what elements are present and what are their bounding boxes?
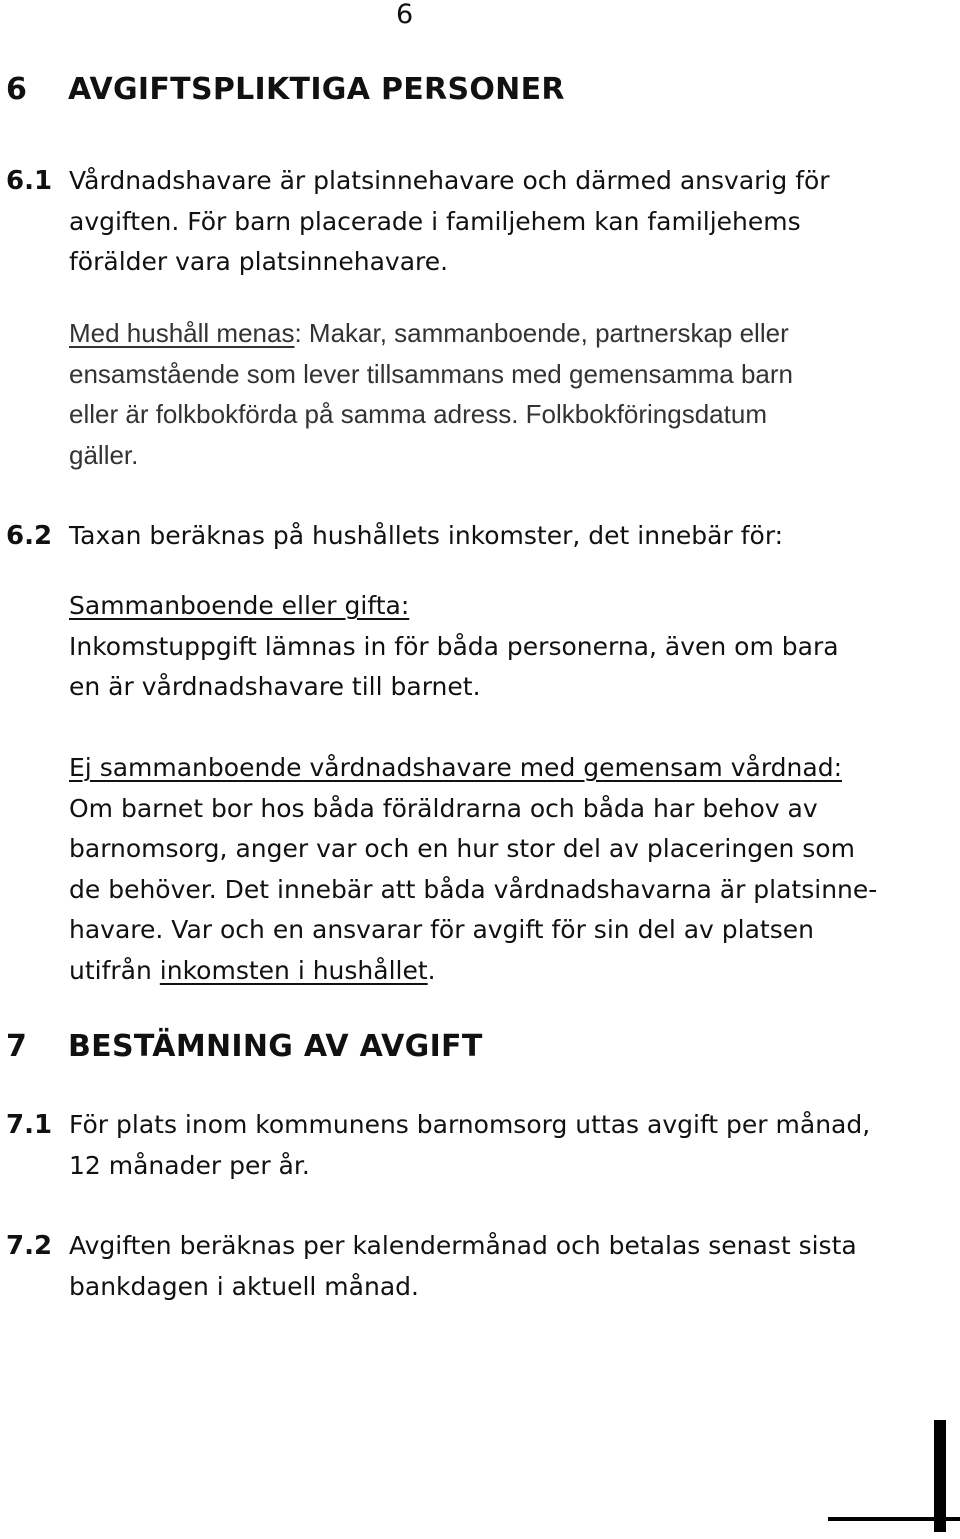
section-7-heading bbox=[6, 1029, 483, 1065]
hushall-text: : Makar, sammanboende, partnerskap eller ensamstående som lever tillsammans med gemensamma barn eller är folkbokförda på samma adress. Folkbokföringsdatum gäller. bbox=[69, 318, 793, 470]
page-number: 6 bbox=[396, 0, 414, 30]
section-7-number: 7 bbox=[6, 1029, 28, 1064]
ej-sammanboende-text: Om barnet bor hos båda föräldrarna och båda har behov av barnomsorg, anger var och en hur stor del av placeringen som de behöver. Det innebär att båda vårdnadshavarna är platsinne- havare. Var och en ansvarar för avgift för sin del av platsen utifrån bbox=[69, 793, 878, 985]
section-7-2-body: Avgiften beräknas per kalendermånad och betalas senast sista bankdagen i aktuell månad bbox=[69, 1231, 857, 1301]
ej-sammanboende-label: Ej sammanboende vårdnadshavare med gemensam vårdnad: bbox=[69, 753, 843, 782]
ej-sammanboende-block bbox=[69, 748, 949, 991]
section-6-2-number: 6.2 bbox=[6, 521, 53, 551]
section-7-2-number: 7.2 bbox=[6, 1231, 53, 1261]
section-7-2-text bbox=[69, 1226, 949, 1307]
section-6-title: AVGIFTSPLIKTIGA PERSONER bbox=[68, 72, 565, 107]
ej-sammanboende-end: . bbox=[427, 955, 436, 985]
hushall-label: Med hushåll menas bbox=[69, 318, 295, 348]
hushall-definition bbox=[69, 313, 949, 475]
section-6-1-number: 6.1 bbox=[6, 166, 53, 196]
sammanboende-label: Sammanboende eller gifta: bbox=[69, 591, 410, 620]
corner-mark-horizontal bbox=[828, 1517, 960, 1521]
section-7-title: BESTÄMNING AV AVGIFT bbox=[68, 1029, 483, 1064]
section-7-1-text: För plats inom kommunens barnomsorg uttas avgift per månad, 12 månader per år. bbox=[69, 1110, 871, 1180]
sammanboende-text: Inkomstuppgift lämnas in för båda personerna, även om bara en är vårdnadshavare till barnet. bbox=[69, 631, 839, 701]
corner-mark-vertical bbox=[934, 1420, 946, 1532]
section-7-2-end: . bbox=[411, 1271, 419, 1301]
section-7-1-number: 7.1 bbox=[6, 1110, 53, 1140]
section-6-number: 6 bbox=[6, 72, 28, 107]
section-6-heading bbox=[6, 72, 565, 108]
sammanboende-block bbox=[69, 586, 949, 708]
section-6-1-text: Vårdnadshavare är platsinnehavare och därmed ansvarig för avgiften. För barn placerade i familjehem kan familjehems förälder vara platsinnehavare. bbox=[69, 166, 830, 276]
section-6-2-text: Taxan beräknas på hushållets inkomster, det innebär för: bbox=[69, 521, 784, 550]
inkomsten-link-text: inkomsten i hushållet bbox=[159, 955, 428, 985]
